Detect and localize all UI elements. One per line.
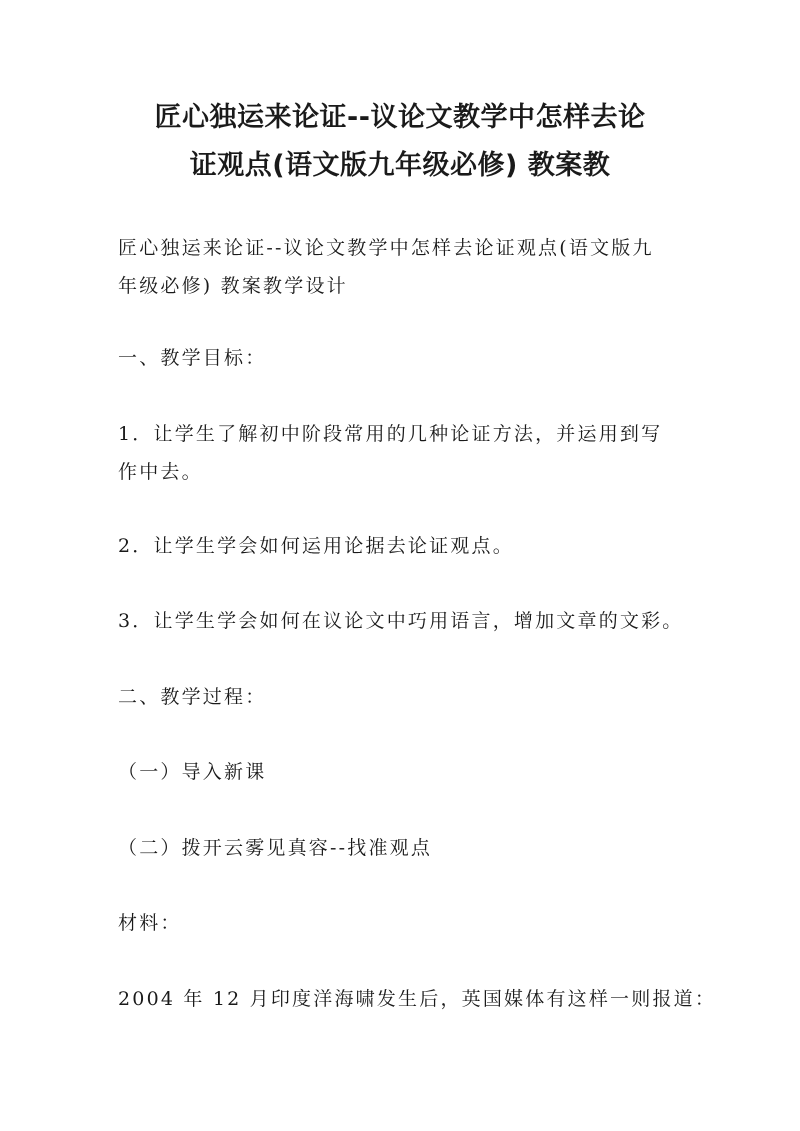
section-heading-objectives-text: 一、教学目标： xyxy=(118,347,267,369)
material-paragraph xyxy=(118,980,717,1018)
objective-item-1-line-2: 作中去。 xyxy=(118,461,203,483)
objective-item-2-text: 2．让学生学会如何运用论据去论证观点。 xyxy=(118,535,514,557)
document-title-line-2: 证观点(语文版九年级必修) 教案教 xyxy=(189,150,611,181)
material-label xyxy=(118,904,690,942)
document-title xyxy=(0,94,800,190)
objective-item-2 xyxy=(118,527,690,565)
objective-item-1-line-1: 1．让学生了解初中阶段常用的几种论证方法，并运用到写 xyxy=(118,423,663,445)
intro-paragraph-line-2: 年级必修) 教案教学设计 xyxy=(118,275,348,297)
objective-item-3 xyxy=(118,602,690,640)
objective-item-3-text: 3．让学生学会如何在议论文中巧用语言，增加文章的文彩。 xyxy=(118,610,684,632)
section-heading-process-text: 二、教学过程： xyxy=(118,686,267,708)
material-paragraph-text: 2004 年 12 月印度洋海啸发生后，英国媒体有这样一则报道： xyxy=(118,988,717,1010)
process-step-1-text: （一）导入新课 xyxy=(118,761,267,783)
process-step-2-text: （二）拨开云雾见真容--找准观点 xyxy=(118,837,433,859)
process-step-1 xyxy=(118,753,690,791)
objective-item-1 xyxy=(118,415,690,491)
section-heading-objectives xyxy=(118,339,690,377)
material-label-text: 材料： xyxy=(118,912,182,934)
section-heading-process xyxy=(118,678,690,716)
document-title-line-1: 匠心独运来论证--议论文教学中怎样去论 xyxy=(154,102,646,133)
process-step-2 xyxy=(118,829,690,867)
intro-paragraph xyxy=(118,229,690,305)
intro-paragraph-line-1: 匠心独运来论证--议论文教学中怎样去论证观点(语文版九 xyxy=(118,237,654,259)
